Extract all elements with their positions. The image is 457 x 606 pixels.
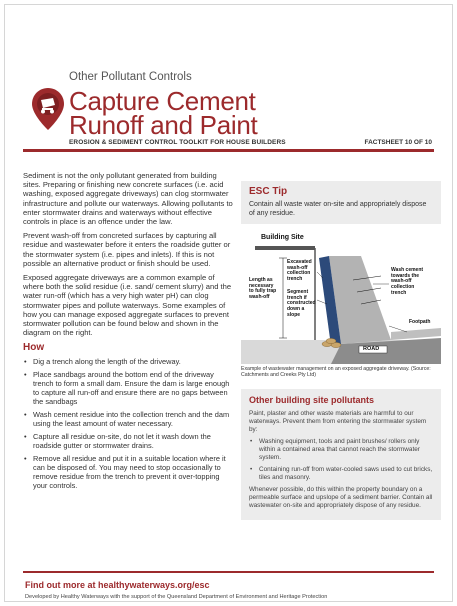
- how-list: [23, 357, 235, 490]
- esc-tip-text: Contain all waste water on-site and appropriately dispose of any residue.: [249, 201, 427, 217]
- section-kicker: Other Pollutant Controls: [69, 71, 192, 83]
- intro-paragraph-1: Sediment is not the only pollutant generated from building sites. Preparing or finishing new concrete surfaces (i.e. acid washing, exposed aggregate driveways) can clog stormwater infrastructure and pollute our waterways. Allowing pollutants to enter stormwater drains and waterways without effective controls in place is an offence under the law.: [23, 171, 233, 227]
- diagram-caption: Example of wastewater management on an exposed aggregate driveway. (Source: Catchments and Creeks Pty Ltd): [241, 366, 431, 379]
- footer-divider: [23, 571, 434, 573]
- factsheet-number: FACTSHEET 10 OF 10: [364, 139, 432, 146]
- factsheet-page: [4, 4, 453, 602]
- diagram-footpath-label: Footpath: [409, 319, 431, 326]
- pollutants-heading: Other building site pollutants: [249, 394, 374, 405]
- diagram-wash-label: Wash cement towards the wash-off collection trench: [391, 267, 424, 296]
- driveway-diagram: [241, 228, 441, 364]
- main-text-column: [23, 171, 235, 494]
- diagram-road-label: ROAD: [363, 346, 380, 353]
- pollutants-outro: Whenever possible, do this within the property boundary on a permeable surface and upslope of a sediment barrier. Contain all wastewater on-site and appropriately dispose of any residue.: [249, 485, 433, 509]
- developed-by-text: Developed by Healthy Waterways with the support of the Queensland Department of Environment and Heritage Protection: [25, 594, 328, 600]
- diagram-excavated-label: Excavated wash-off collection trench: [287, 259, 312, 282]
- esc-tip-box: [241, 181, 441, 224]
- intro-paragraph-3: Exposed aggregate driveways are a common example of where both the solid residue (i.e. sand/ cement slurry) and the water run-off (which has a very high water pH) can clog stormwater pipes and pollute waterways. Some examples of how you can manage exposed aggregate surfaces to prevent stormwater pollution can be found below and shown in the diagram on the right.: [23, 273, 232, 338]
- header-divider: [23, 149, 434, 152]
- intro-paragraph-2: Prevent wash-off from concreted surfaces by capturing all residue and wastewater before it enters the roadside gutter or the stormwater system (i.e. pipes and inlets). If this is not possible an alternative product or finish should be used.: [23, 231, 231, 268]
- how-item: • Remove all residue and put it in a suitable location where it can be disposed of. You may need to stop occasionally to remove residue from the trench to prevent it over-topping your controls.: [23, 454, 235, 490]
- diagram-segment-label: Segment trench if constructed down a slope: [287, 289, 316, 318]
- how-heading: How: [23, 342, 45, 354]
- pollutants-intro: Paint, plaster and other waste materials are harmful to our waterways. Prevent them from entering the stormwater system by:: [249, 409, 427, 433]
- pollutants-box: [241, 389, 441, 520]
- esc-tip-heading: ESC Tip: [249, 186, 288, 197]
- how-item: • Dig a trench along the length of the driveway.: [23, 357, 235, 366]
- pollutants-list: [249, 438, 433, 482]
- pollutant-item: • Washing equipment, tools and paint brushes/ rollers only within a contained area that cannot reach the stormwater system.: [249, 438, 433, 462]
- page-title: [69, 86, 258, 140]
- find-more-link[interactable]: Find out more at healthywaterways.org/esc: [25, 580, 210, 590]
- sidebar-column: [241, 181, 441, 520]
- toolkit-subtitle: EROSION & SEDIMENT CONTROL TOOLKIT FOR HOUSE BUILDERS: [69, 139, 286, 146]
- how-item: • Place sandbags around the bottom end of the driveway trench to form a small dam. Ensure the dam is large enough to capture all run-off and ensure there are no gaps between the sandbags: [23, 370, 235, 406]
- diagram-building-site-label: Building Site: [261, 234, 304, 242]
- title-line-1: Capture Cement: [69, 86, 256, 116]
- diagram-length-label: Length as necessary to fully trap wash-off: [249, 277, 277, 300]
- pollutant-item: • Containing run-off from water-cooled saws used to cut bricks, tiles and masonry.: [249, 466, 433, 482]
- how-item: • Capture all residue on-site, do not let it wash down the roadside gutter or stormwater drains.: [23, 432, 235, 450]
- how-item: • Wash cement residue into the collection trench and the dam using the least amount of water necessary.: [23, 410, 235, 428]
- cement-mixer-icon: [31, 87, 65, 131]
- title-line-2: Runoff and Paint: [69, 110, 258, 140]
